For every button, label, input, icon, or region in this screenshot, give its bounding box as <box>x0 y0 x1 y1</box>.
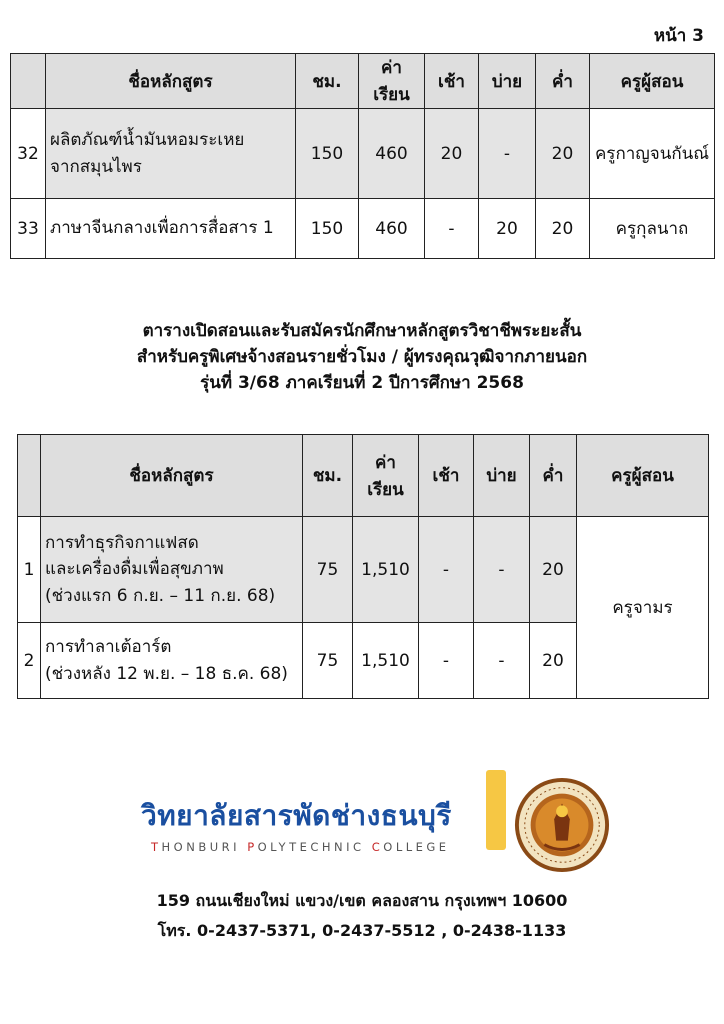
heading-line: รุ่นที่ 3/68 ภาคเรียนที่ 2 ปีการศึกษา 2568 <box>200 373 524 393</box>
course-name-line: การทำธุรกิจกาแฟสด <box>45 532 199 553</box>
heading-line: ตารางเปิดสอนและรับสมัครนักศึกษาหลักสูตรวิชาชีพระยะสั้น <box>142 321 582 341</box>
course-name-line: จากสมุนไพร <box>50 156 142 177</box>
heading-line: สำหรับครูพิเศษจ้างสอนรายชั่วโมง / ผู้ทรงคุณวุฒิจากภายนอก <box>136 347 588 367</box>
college-address <box>0 886 724 946</box>
row-number: 32 <box>11 109 46 199</box>
morning-cell: - <box>419 517 474 623</box>
header-evening: ค่ำ <box>530 435 577 517</box>
teacher-cell: ครูกาญจนกันณ์ <box>590 109 715 199</box>
header-afternoon: บ่าย <box>474 435 530 517</box>
logo-text: HONBURI <box>161 840 248 854</box>
page-number: หน้า 3 <box>653 26 704 46</box>
course-name <box>46 109 296 199</box>
college-english-name <box>151 840 450 854</box>
row-number: 2 <box>18 623 41 699</box>
table-row <box>18 517 709 623</box>
row-number: 1 <box>18 517 41 623</box>
header-fee-line: ค่า <box>375 452 396 473</box>
header-course: ชื่อหลักสูตร <box>41 435 303 517</box>
logo-letter: T <box>151 840 162 854</box>
header-evening: ค่ำ <box>536 54 590 109</box>
header-no <box>11 54 46 109</box>
teacher-cell: ครูกุลนาถ <box>590 199 715 259</box>
header-hours: ชม. <box>303 435 353 517</box>
morning-cell: 20 <box>425 109 479 199</box>
table-row <box>11 109 715 199</box>
row-number: 33 <box>11 199 46 259</box>
hours-cell: 75 <box>303 623 353 699</box>
course-name-line: (ช่วงแรก 6 ก.ย. – 11 ก.ย. 68) <box>45 585 276 606</box>
fee-cell: 1,510 <box>353 517 419 623</box>
afternoon-cell: - <box>474 517 530 623</box>
teacher-cell: ครูจามร <box>577 517 709 699</box>
hours-cell: 150 <box>296 109 359 199</box>
course-name-line: การทำลาเต้อาร์ต <box>45 637 172 658</box>
hours-cell: 75 <box>303 517 353 623</box>
afternoon-cell: - <box>474 623 530 699</box>
afternoon-cell: 20 <box>479 199 536 259</box>
course-name-line: (ช่วงหลัง 12 พ.ย. – 18 ธ.ค. 68) <box>45 663 288 684</box>
evening-cell: 20 <box>536 199 590 259</box>
header-fee: ค่าเรียน <box>359 54 425 109</box>
logo-letter: C <box>371 840 384 854</box>
course-name <box>41 517 303 623</box>
logo-letter: P <box>247 840 258 854</box>
header-course: ชื่อหลักสูตร <box>46 54 296 109</box>
schedule-heading <box>0 318 724 396</box>
evening-cell: 20 <box>530 623 577 699</box>
evening-cell: 20 <box>530 517 577 623</box>
table-header-row <box>18 435 709 517</box>
evening-cell: 20 <box>536 109 590 199</box>
header-morning: เช้า <box>425 54 479 109</box>
logo-yellow-bar <box>486 770 506 850</box>
header-hours: ชม. <box>296 54 359 109</box>
table-header-row <box>11 54 715 109</box>
afternoon-cell: - <box>479 109 536 199</box>
college-logo <box>0 766 724 876</box>
course-name-line: ผลิตภัณฑ์น้ำมันหอมระเหย <box>50 130 245 151</box>
header-teacher: ครูผู้สอน <box>590 54 715 109</box>
course-table-1 <box>10 53 715 259</box>
logo-text: OLLEGE <box>383 840 450 854</box>
header-fee <box>353 435 419 517</box>
fee-cell: 460 <box>359 199 425 259</box>
header-fee-line: เรียน <box>367 479 404 500</box>
course-name: ภาษาจีนกลางเพื่อการสื่อสาร 1 <box>46 199 296 259</box>
college-thai-name: วิทยาลัยสารพัดช่างธนบุรี <box>141 799 452 832</box>
header-teacher: ครูผู้สอน <box>577 435 709 517</box>
course-table-2 <box>17 434 709 699</box>
header-afternoon: บ่าย <box>479 54 536 109</box>
logo-text: OLYTECHNIC <box>257 840 372 854</box>
address-line: 159 ถนนเชียงใหม่ แขวง/เขต คลองสาน กรุงเทพฯ 10600 <box>156 891 568 910</box>
table-row <box>11 199 715 259</box>
course-name <box>41 623 303 699</box>
phone-line: โทร. 0-2437-5371, 0-2437-5512 , 0-2438-1133 <box>157 921 567 940</box>
morning-cell: - <box>425 199 479 259</box>
morning-cell: - <box>419 623 474 699</box>
course-name-line: และเครื่องดื่มเพื่อสุขภาพ <box>45 559 224 580</box>
college-seal-icon <box>513 776 611 874</box>
header-no <box>18 435 41 517</box>
header-morning: เช้า <box>419 435 474 517</box>
fee-cell: 1,510 <box>353 623 419 699</box>
hours-cell: 150 <box>296 199 359 259</box>
fee-cell: 460 <box>359 109 425 199</box>
